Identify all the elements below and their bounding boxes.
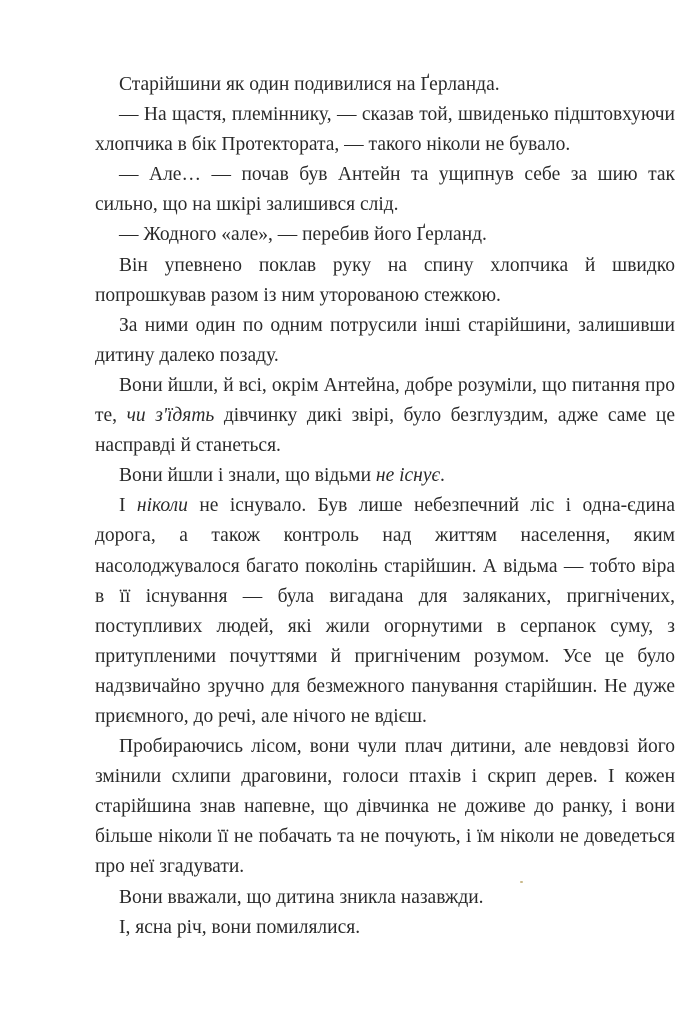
paragraph xyxy=(95,883,675,913)
italic-span: ніколи xyxy=(136,495,188,517)
text-span: І xyxy=(119,495,137,517)
body-text xyxy=(95,70,675,943)
italic-span: не існує xyxy=(375,465,441,487)
text-span: . xyxy=(440,465,445,487)
text-span: Старійшини як один подивилися на Ґерланда. xyxy=(119,74,500,95)
italic-span: чи з'їдять xyxy=(126,405,215,427)
text-span: Він упевнено поклав руку на спину хлопчика й швидко попрошкував разом із ним уторованою стежкою. xyxy=(95,254,675,306)
text-span: Вони йшли, й всі, окрім Антейна, добре розуміли, що питання про те, xyxy=(95,374,675,427)
text-span: Вони йшли і знали, що відьми xyxy=(119,465,376,487)
paragraph xyxy=(95,220,675,250)
paragraph xyxy=(95,371,675,461)
paragraph xyxy=(95,160,675,220)
paragraph xyxy=(95,913,675,943)
paragraph xyxy=(95,461,675,491)
paragraph xyxy=(95,491,675,732)
text-span: — Але… — почав був Антейн та ущипнув себе за шию так сильно, що на шкірі залишився слід. xyxy=(95,164,675,216)
paragraph xyxy=(95,100,675,160)
ink-speck xyxy=(520,881,523,883)
text-span: — На щастя, племіннику, — сказав той, швиденько підштовхуючи хлопчика в бік Протектората, — такого ніколи не бувало. xyxy=(95,104,675,156)
paragraph xyxy=(95,251,675,311)
text-span: не існувало. Був лише небезпечний ліс і одна-єдина дорога, а також контроль над життям населення, яким насолоджувалося багато поколінь старійшин. А відьма — тобто віра в її існування — була вигадана для заляканих, пригнічених, поступливих людей, які жили огорнутими в серпанок суму, з притупленими почуттями й пригніченим розумом. Усе це було надзвичайно зручно для безмежного панування старійшин. Не дуже приємного, до речі, але нічого не вдієш. xyxy=(95,495,675,727)
text-span: дівчинку дикі звірі, було безглуздим, адже саме це насправді й станеться. xyxy=(95,405,676,457)
text-span: — Жодного «але», — перебив його Ґерланд. xyxy=(119,224,487,246)
text-span: Пробираючись лісом, вони чули плач дитини, але невдовзі його змінили схлипи драговини, голоси птахів і скрип дерев. І кожен старійшина знав напевне, що дівчинка не доживе до ранку, і вони більше ніколи її не побачать та не почують, і їм ніколи не доведеться про неї згадувати. xyxy=(95,736,675,878)
text-span: І, ясна річ, вони помилялися. xyxy=(119,916,361,938)
text-span: Вони вважали, що дитина зникла назавжди. xyxy=(119,886,484,908)
paragraph xyxy=(95,311,675,371)
text-span: За ними один по одним потрусили інші старійшини, залишивши дитину далеко позаду. xyxy=(95,314,675,366)
paragraph xyxy=(95,732,675,882)
paragraph xyxy=(95,70,675,100)
